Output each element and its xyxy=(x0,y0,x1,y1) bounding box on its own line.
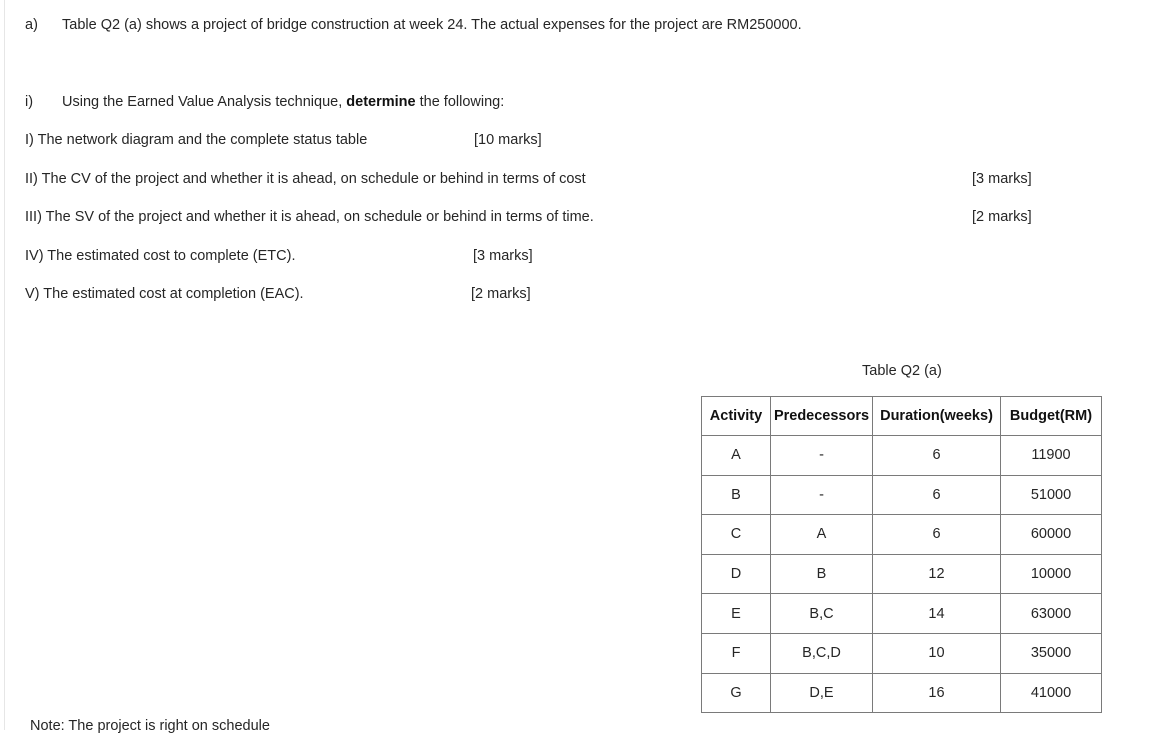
cell-activity: F xyxy=(702,633,771,673)
part-i-label: i) xyxy=(25,94,34,110)
item-3-marks: [2 marks] xyxy=(972,209,1032,225)
cell-budget: 35000 xyxy=(1001,633,1102,673)
part-a-text: Table Q2 (a) shows a project of bridge construction at week 24. The actual expenses for the project are RM250000. xyxy=(62,17,802,33)
table-row xyxy=(702,594,1102,634)
cell-predecessors: B,C xyxy=(771,594,873,634)
item-3-text: III) The SV of the project and whether it is ahead, on schedule or behind in terms of time. xyxy=(25,209,594,225)
cell-activity: C xyxy=(702,515,771,555)
item-4-text: IV) The estimated cost to complete (ETC). xyxy=(25,248,296,264)
cell-budget: 51000 xyxy=(1001,475,1102,515)
cell-predecessors: - xyxy=(771,436,873,476)
item-1-marks: [10 marks] xyxy=(474,132,542,148)
cell-activity: B xyxy=(702,475,771,515)
cell-predecessors: A xyxy=(771,515,873,555)
item-1-text: I) The network diagram and the complete status table xyxy=(25,132,368,148)
part-i-pre: Using the Earned Value Analysis technique, xyxy=(62,94,347,110)
item-2-text: II) The CV of the project and whether it is ahead, on schedule or behind in terms of cost xyxy=(25,171,586,187)
table-row xyxy=(702,554,1102,594)
cell-budget: 10000 xyxy=(1001,554,1102,594)
note-text: Note: The project is right on schedule xyxy=(30,718,270,734)
item-5-text: V) The estimated cost at completion (EAC). xyxy=(25,286,304,302)
table-row xyxy=(702,475,1102,515)
cell-predecessors: B xyxy=(771,554,873,594)
table-row xyxy=(702,673,1102,713)
part-a-label: a) xyxy=(25,17,38,33)
cell-predecessors: B,C,D xyxy=(771,633,873,673)
cell-budget: 41000 xyxy=(1001,673,1102,713)
header-budget: Budget(RM) xyxy=(1001,397,1102,436)
part-i-instruction xyxy=(62,93,504,111)
cell-duration: 16 xyxy=(873,673,1001,713)
cell-activity: E xyxy=(702,594,771,634)
table-caption: Table Q2 (a) xyxy=(862,363,942,379)
cell-budget: 60000 xyxy=(1001,515,1102,555)
cell-duration: 6 xyxy=(873,515,1001,555)
cell-activity: D xyxy=(702,554,771,594)
cell-budget: 11900 xyxy=(1001,436,1102,476)
table-row xyxy=(702,436,1102,476)
part-i-post: the following: xyxy=(415,94,505,110)
item-2-marks: [3 marks] xyxy=(972,171,1032,187)
cell-predecessors: D,E xyxy=(771,673,873,713)
header-duration: Duration(weeks) xyxy=(873,397,1001,436)
item-4-marks: [3 marks] xyxy=(473,248,533,264)
cell-budget: 63000 xyxy=(1001,594,1102,634)
item-5-marks: [2 marks] xyxy=(471,286,531,302)
table-row xyxy=(702,633,1102,673)
cell-duration: 6 xyxy=(873,475,1001,515)
part-i-bold: determine xyxy=(346,94,416,110)
cell-duration: 6 xyxy=(873,436,1001,476)
table-header-row xyxy=(702,397,1102,436)
cell-duration: 14 xyxy=(873,594,1001,634)
table-row xyxy=(702,515,1102,555)
cell-activity: G xyxy=(702,673,771,713)
header-activity: Activity xyxy=(702,397,771,436)
activity-table xyxy=(701,396,1102,713)
cell-duration: 10 xyxy=(873,633,1001,673)
cell-activity: A xyxy=(702,436,771,476)
left-margin-line xyxy=(4,0,5,730)
cell-duration: 12 xyxy=(873,554,1001,594)
header-predecessors: Predecessors xyxy=(771,397,873,436)
cell-predecessors: - xyxy=(771,475,873,515)
